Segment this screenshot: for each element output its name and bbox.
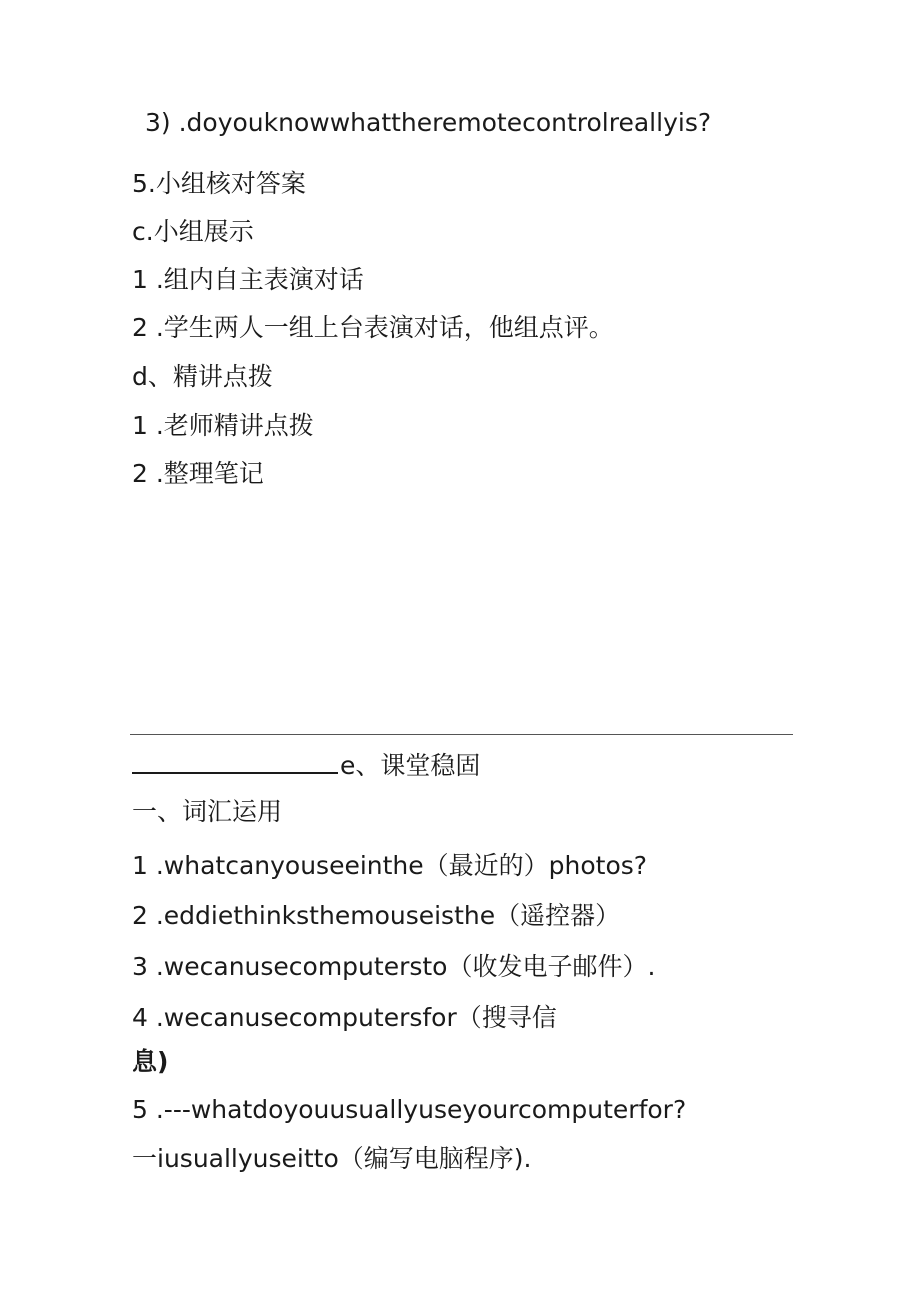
vocab-item-4: 4 .wecanusecomputersfor（搜寻信 bbox=[132, 1003, 557, 1032]
group-show-item-2: 2 .学生两人一组上台表演对话，他组点评。 bbox=[132, 313, 614, 342]
fill-blank-line bbox=[132, 748, 338, 774]
group-show-heading: c.小组展示 bbox=[132, 217, 254, 246]
vocab-item-4-continued: 息) bbox=[132, 1047, 169, 1076]
explain-item-1: 1 .老师精讲点拨 bbox=[132, 411, 314, 440]
vocab-item-3: 3 .wecanusecomputersto（收发电子邮件）. bbox=[132, 952, 656, 981]
group-show-item-1: 1 .组内自主表演对话 bbox=[132, 265, 364, 294]
section-e-heading bbox=[132, 748, 480, 782]
vocab-item-5: 5 .---whatdoyouusuallyuseyourcomputerfor? bbox=[132, 1095, 687, 1124]
vocab-heading: 一、词汇运用 bbox=[132, 797, 283, 826]
group-check-answers-line: 5.小组核对答案 bbox=[132, 169, 306, 198]
vocab-item-1: 1 .whatcanyouseeinthe（最近的）photos? bbox=[132, 851, 648, 880]
horizontal-divider bbox=[130, 734, 793, 735]
explain-heading: d、精讲点拨 bbox=[132, 362, 273, 391]
vocab-item-2: 2 .eddiethinksthemouseisthe（遥控器） bbox=[132, 901, 621, 930]
section-e-title: e、课堂稳固 bbox=[340, 751, 481, 780]
question-3-line: 3) .doyouknowwhattheremotecontrolreallyis? bbox=[145, 108, 712, 137]
vocab-item-5-answer: 一iusuallyuseitto（编写电脑程序). bbox=[132, 1144, 532, 1173]
explain-item-2: 2 .整理笔记 bbox=[132, 459, 264, 488]
